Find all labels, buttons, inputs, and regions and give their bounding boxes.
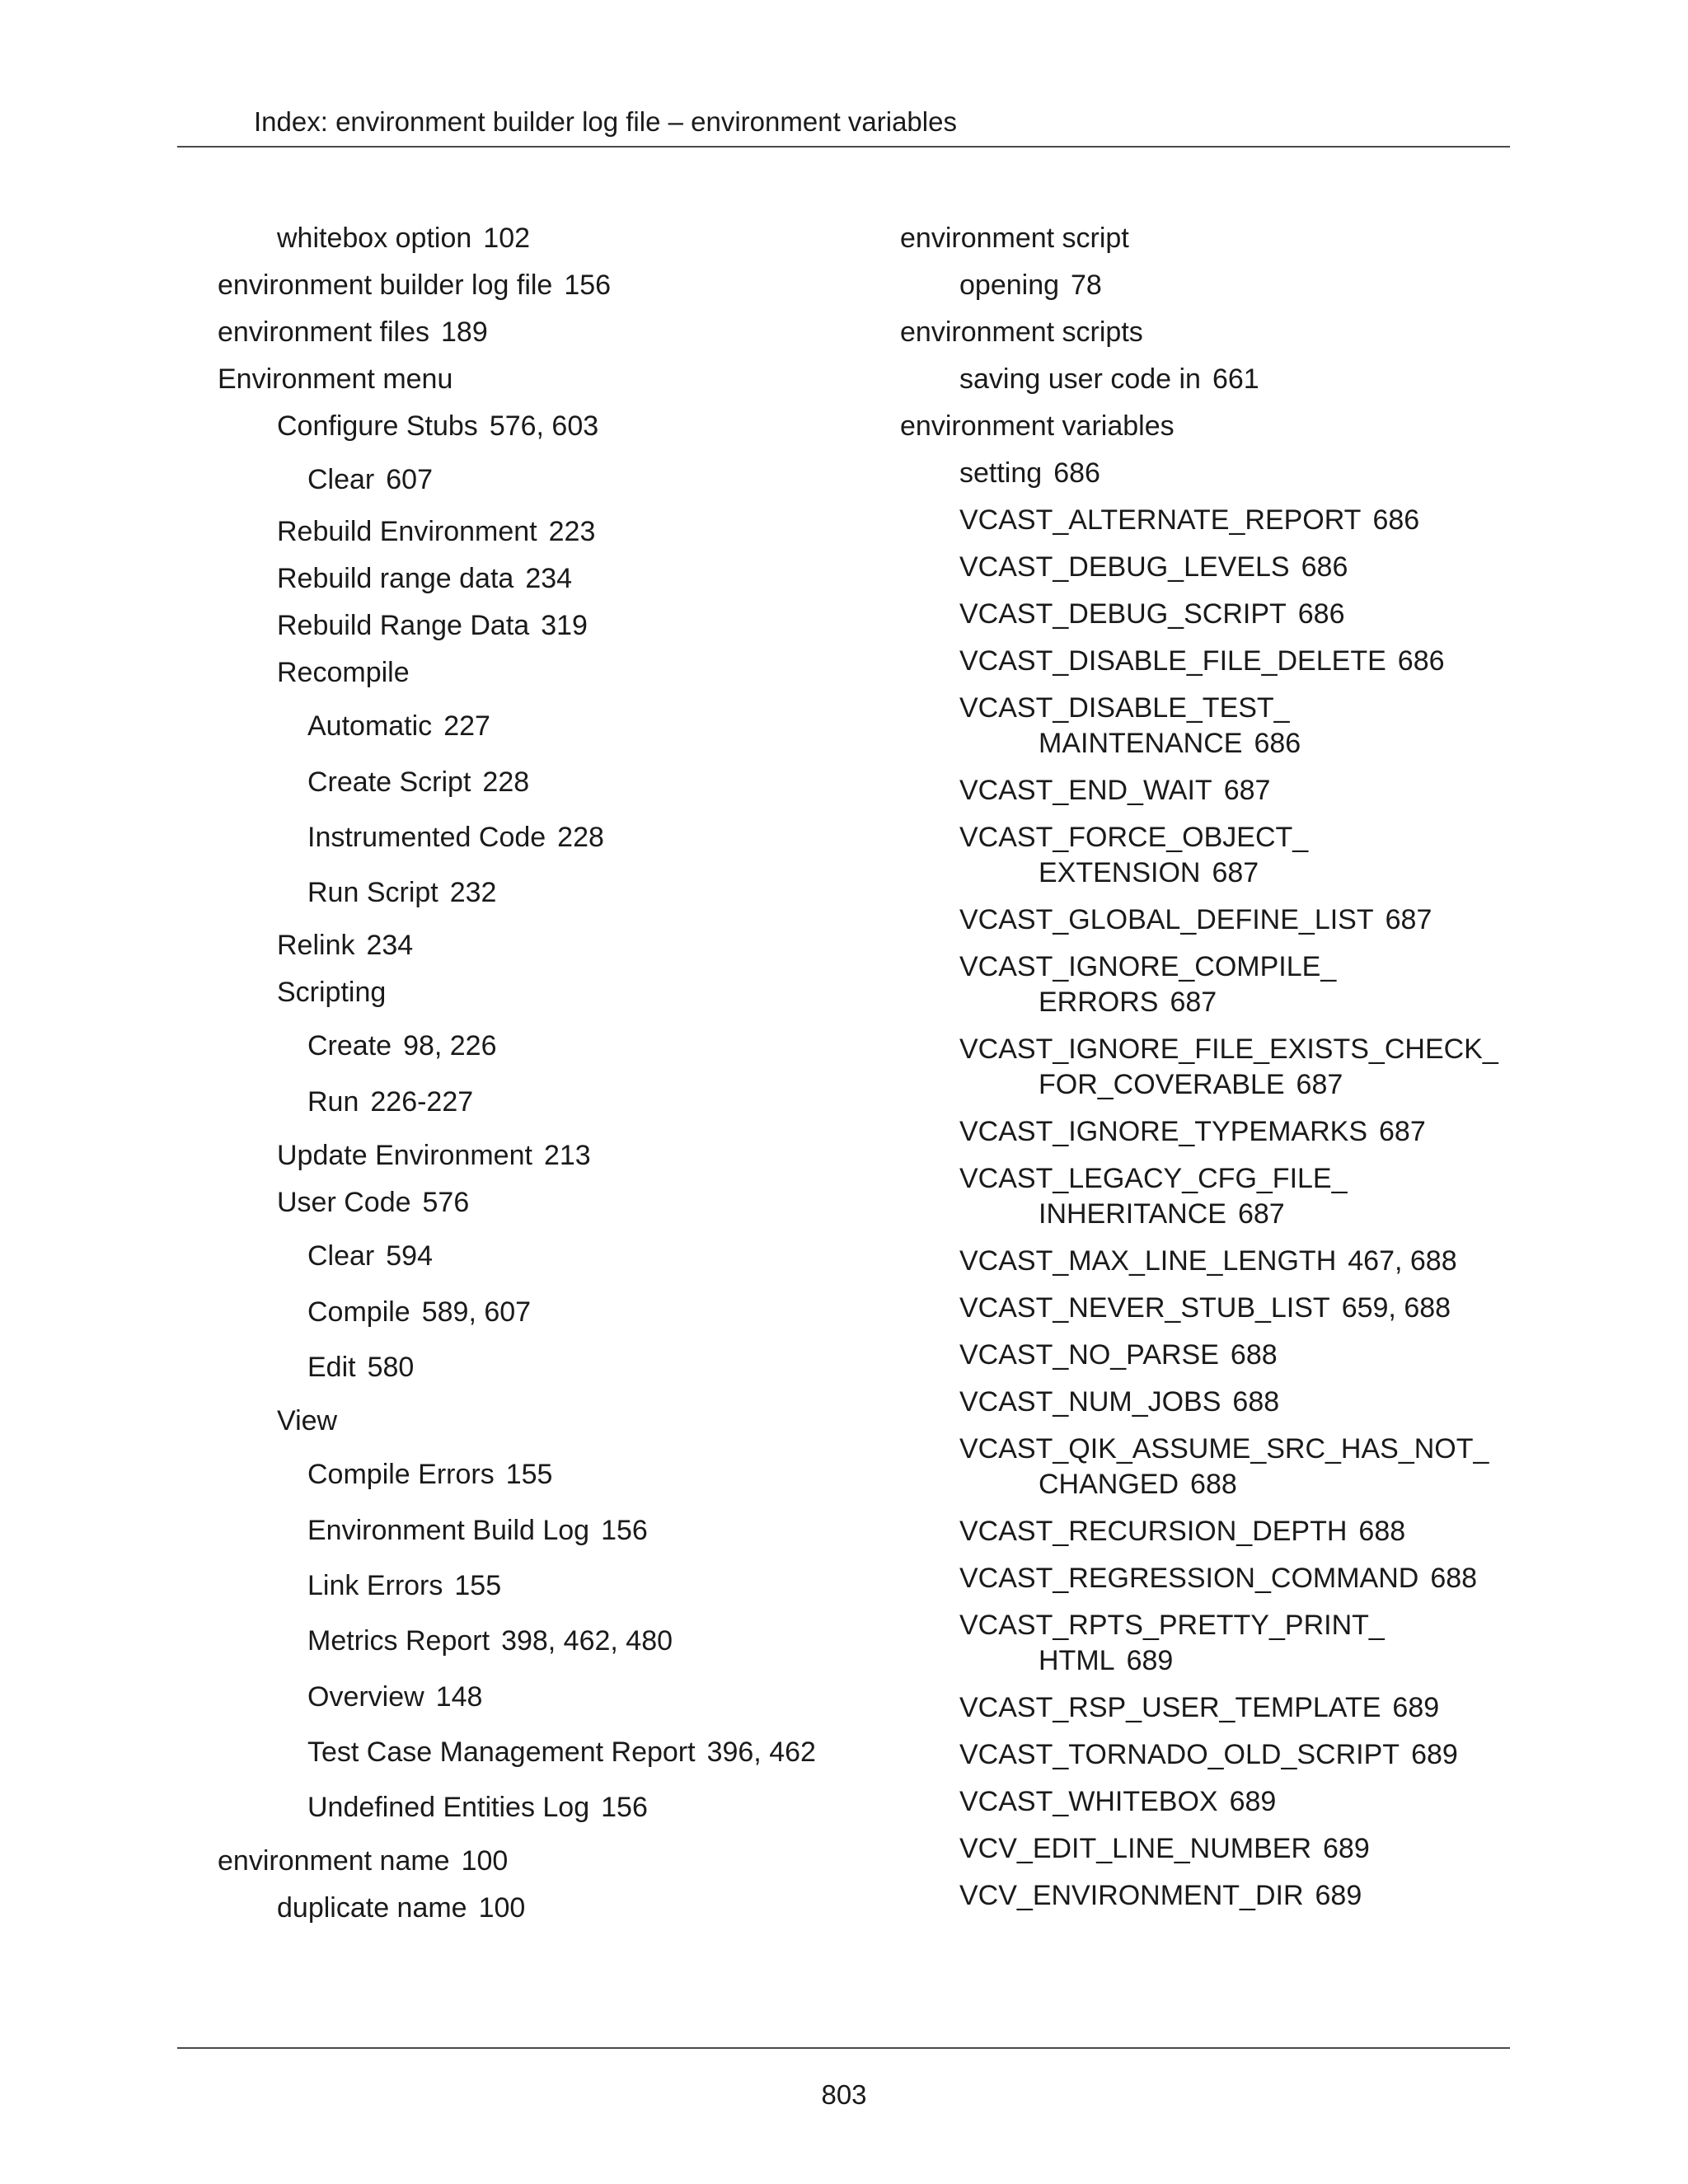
index-entry-compile-errors xyxy=(307,1457,552,1493)
index-term: duplicate name xyxy=(277,1892,467,1924)
index-page-refs[interactable]: 594 xyxy=(386,1240,433,1272)
index-page-refs[interactable]: 228 xyxy=(482,766,530,798)
index-term: VCAST_QIK_ASSUME_SRC_HAS_NOT_ xyxy=(959,1433,1489,1465)
index-page-refs[interactable]: 189 xyxy=(441,316,488,348)
index-term-continuation xyxy=(1039,1067,1498,1103)
index-page-refs[interactable]: 232 xyxy=(449,877,497,908)
index-page-refs[interactable]: 686 xyxy=(1254,728,1301,759)
index-term: VCV_EDIT_LINE_NUMBER xyxy=(959,1833,1312,1864)
index-term: VCAST_END_WAIT xyxy=(959,775,1212,806)
index-page-refs[interactable]: 687 xyxy=(1296,1069,1343,1100)
index-page-refs[interactable]: 148 xyxy=(435,1681,483,1713)
index-term: VCV_ENVIRONMENT_DIR xyxy=(959,1880,1304,1911)
index-page-refs[interactable]: 688 xyxy=(1230,1339,1278,1371)
index-term: Environment menu xyxy=(218,363,453,395)
index-entry-setting xyxy=(959,456,1100,491)
index-entry-create-script xyxy=(307,765,529,800)
index-term: Rebuild Range Data xyxy=(277,610,530,641)
index-term: Create xyxy=(307,1030,392,1062)
index-page-refs[interactable]: 396, 462 xyxy=(706,1736,816,1768)
index-entry-create xyxy=(307,1029,497,1064)
index-entry-relink xyxy=(277,928,413,963)
index-term: Rebuild range data xyxy=(277,563,514,594)
index-entry-vcast-alternate-report xyxy=(959,503,1419,538)
index-term: environment files xyxy=(218,316,430,348)
index-term-continuation-text: HTML xyxy=(1039,1645,1115,1676)
index-entry-configure-stubs xyxy=(277,409,598,444)
index-entry-run xyxy=(307,1085,473,1120)
index-page-refs[interactable]: 223 xyxy=(548,516,596,547)
index-term-continuation-text: ERRORS xyxy=(1039,987,1159,1018)
index-page-refs[interactable]: 398, 462, 480 xyxy=(501,1625,673,1657)
index-entry-opening xyxy=(959,268,1102,303)
index-entry-run-script xyxy=(307,875,496,911)
index-page-refs[interactable]: 687 xyxy=(1223,775,1271,806)
index-entry-link-errors xyxy=(307,1568,501,1604)
index-page-refs[interactable]: 78 xyxy=(1071,269,1102,301)
index-page-refs[interactable]: 156 xyxy=(601,1515,648,1546)
index-page-refs[interactable]: 226-227 xyxy=(370,1086,474,1118)
index-page-refs[interactable]: 589, 607 xyxy=(421,1296,532,1328)
index-term: VCAST_NO_PARSE xyxy=(959,1339,1219,1371)
index-entry-metrics-report xyxy=(307,1624,673,1659)
index-entry-vcast-rpts-pretty-print xyxy=(959,1608,1385,1679)
index-page-refs[interactable]: 661 xyxy=(1212,363,1259,395)
index-entry-test-case-management-report xyxy=(307,1735,816,1770)
index-page-refs[interactable]: 155 xyxy=(454,1570,502,1601)
index-entry-view xyxy=(277,1404,337,1439)
index-term: Scripting xyxy=(277,977,387,1008)
index-term-continuation xyxy=(1039,855,1308,891)
index-term-continuation xyxy=(1039,1467,1489,1502)
index-page-refs[interactable]: 686 xyxy=(1301,551,1348,583)
index-entry-clear xyxy=(307,462,433,498)
index-term: environment scripts xyxy=(900,316,1143,348)
index-page-refs[interactable]: 689 xyxy=(1392,1692,1440,1723)
index-term: saving user code in xyxy=(959,363,1201,395)
index-term: Environment Build Log xyxy=(307,1515,590,1546)
index-term: VCAST_TORNADO_OLD_SCRIPT xyxy=(959,1739,1400,1770)
index-page-refs[interactable]: 98, 226 xyxy=(403,1030,497,1062)
index-entry-clear xyxy=(307,1239,433,1274)
index-term: VCAST_NUM_JOBS xyxy=(959,1386,1221,1418)
index-entry-vcast-disable-test xyxy=(959,691,1301,762)
index-term: Run xyxy=(307,1086,359,1118)
index-term: VCAST_GLOBAL_DEFINE_LIST xyxy=(959,904,1374,935)
index-page-refs[interactable]: 688 xyxy=(1358,1516,1406,1547)
index-entry-rebuild-range-data xyxy=(277,561,572,597)
index-page-refs[interactable]: 319 xyxy=(541,610,588,641)
index-entry-whitebox-option xyxy=(277,221,530,256)
index-term: opening xyxy=(959,269,1060,301)
index-page-refs[interactable]: 580 xyxy=(367,1352,415,1383)
index-entry-vcast-global-define-list xyxy=(959,902,1432,938)
index-page-refs[interactable]: 234 xyxy=(366,930,414,961)
index-entry-environment-scripts xyxy=(900,315,1143,350)
index-entry-vcast-recursion-depth xyxy=(959,1514,1405,1549)
index-entry-vcast-no-parse xyxy=(959,1338,1278,1373)
index-page-refs[interactable]: 689 xyxy=(1229,1786,1277,1817)
index-entry-vcast-legacy-cfg-file xyxy=(959,1161,1348,1232)
index-entry-environment-variables xyxy=(900,409,1175,444)
index-page-refs[interactable]: 686 xyxy=(1372,504,1420,536)
index-entry-automatic xyxy=(307,709,490,744)
index-term: VCAST_DISABLE_FILE_DELETE xyxy=(959,645,1386,677)
index-page-refs[interactable]: 467, 688 xyxy=(1348,1245,1457,1277)
index-entry-edit xyxy=(307,1350,414,1385)
index-term: Link Errors xyxy=(307,1570,443,1601)
running-header: Index: environment builder log file – environment variables xyxy=(254,106,957,137)
index-term: VCAST_DISABLE_TEST_ xyxy=(959,692,1290,724)
index-term-continuation-text: MAINTENANCE xyxy=(1039,728,1243,759)
index-term-continuation xyxy=(1039,1643,1385,1679)
index-term: Metrics Report xyxy=(307,1625,490,1657)
index-page-refs[interactable]: 688 xyxy=(1190,1469,1237,1500)
index-term: Configure Stubs xyxy=(277,410,478,442)
index-entry-vcast-debug-script xyxy=(959,597,1345,632)
index-page-refs[interactable]: 576, 603 xyxy=(489,410,599,442)
index-entry-vcast-rsp-user-template xyxy=(959,1690,1439,1726)
index-term: View xyxy=(277,1405,338,1436)
index-page-refs[interactable]: 686 xyxy=(1397,645,1445,677)
index-term: Undefined Entities Log xyxy=(307,1792,590,1823)
index-page-refs[interactable]: 234 xyxy=(525,563,573,594)
index-page-refs[interactable]: 100 xyxy=(478,1892,526,1924)
index-term: VCAST_ALTERNATE_REPORT xyxy=(959,504,1362,536)
index-term: setting xyxy=(959,457,1043,489)
index-page-refs[interactable]: 689 xyxy=(1411,1739,1458,1770)
index-term: Rebuild Environment xyxy=(277,516,537,547)
index-entry-instrumented-code xyxy=(307,820,604,855)
index-term: VCAST_FORCE_OBJECT_ xyxy=(959,822,1309,853)
index-entry-vcast-whitebox xyxy=(959,1784,1276,1820)
index-entry-vcast-qik-assume-src-has-not xyxy=(959,1432,1489,1502)
index-entry-vcast-ignore-file-exists-check xyxy=(959,1032,1498,1103)
index-term-continuation-text: FOR_COVERABLE xyxy=(1039,1069,1285,1100)
index-page-refs[interactable]: 576 xyxy=(422,1187,470,1218)
index-term: VCAST_RSP_USER_TEMPLATE xyxy=(959,1692,1381,1723)
index-entry-vcast-debug-levels xyxy=(959,550,1348,585)
index-term: Automatic xyxy=(307,710,433,742)
index-page-refs[interactable]: 686 xyxy=(1053,457,1100,489)
index-entry-vcv-edit-line-number xyxy=(959,1831,1370,1867)
index-term: VCAST_IGNORE_COMPILE_ xyxy=(959,951,1337,982)
index-term: Clear xyxy=(307,464,375,495)
header-rule xyxy=(177,146,1510,148)
index-page-refs[interactable]: 156 xyxy=(564,269,612,301)
index-page-refs[interactable]: 607 xyxy=(386,464,433,495)
index-page-refs[interactable]: 687 xyxy=(1237,1198,1285,1230)
index-term: Test Case Management Report xyxy=(307,1736,696,1768)
index-page-refs[interactable]: 689 xyxy=(1323,1833,1370,1864)
index-entry-vcast-disable-file-delete xyxy=(959,644,1445,679)
index-entry-overview xyxy=(307,1680,482,1715)
index-page-refs[interactable]: 213 xyxy=(543,1140,591,1171)
index-term: VCAST_NEVER_STUB_LIST xyxy=(959,1292,1330,1324)
index-term: environment variables xyxy=(900,410,1175,442)
page-number: 803 xyxy=(821,2079,867,2110)
index-term: VCAST_IGNORE_TYPEMARKS xyxy=(959,1116,1368,1147)
index-term: VCAST_WHITEBOX xyxy=(959,1786,1218,1817)
index-term: VCAST_MAX_LINE_LENGTH xyxy=(959,1245,1337,1277)
index-page-refs[interactable]: 228 xyxy=(557,822,604,853)
index-term: environment builder log file xyxy=(218,269,553,301)
index-page-refs[interactable]: 687 xyxy=(1212,857,1259,888)
index-term: VCAST_RPTS_PRETTY_PRINT_ xyxy=(959,1610,1385,1641)
index-term: Instrumented Code xyxy=(307,822,546,853)
index-term: Relink xyxy=(277,930,355,961)
index-term: whitebox option xyxy=(277,223,472,254)
index-entry-update-environment xyxy=(277,1138,591,1174)
index-term: VCAST_LEGACY_CFG_FILE_ xyxy=(959,1163,1348,1194)
index-entry-environment-script xyxy=(900,221,1129,256)
index-entry-vcast-tornado-old-script xyxy=(959,1737,1458,1773)
index-entry-saving-user-code-in xyxy=(959,362,1259,397)
index-term: VCAST_DEBUG_LEVELS xyxy=(959,551,1290,583)
index-entry-scripting xyxy=(277,975,386,1010)
index-page-refs[interactable]: 100 xyxy=(461,1845,509,1877)
index-page-refs[interactable]: 102 xyxy=(483,223,531,254)
index-page-refs[interactable]: 688 xyxy=(1430,1563,1478,1594)
index-entry-recompile xyxy=(277,655,410,691)
index-term: Clear xyxy=(307,1240,375,1272)
footer-rule xyxy=(177,2047,1510,2049)
index-entry-rebuild-environment xyxy=(277,514,595,550)
index-term: environment name xyxy=(218,1845,450,1877)
index-term-continuation-text: CHANGED xyxy=(1039,1469,1179,1500)
index-term: Edit xyxy=(307,1352,356,1383)
index-page-refs[interactable]: 689 xyxy=(1315,1880,1362,1911)
index-entry-undefined-entities-log xyxy=(307,1790,648,1825)
index-entry-rebuild-range-data xyxy=(277,608,588,644)
index-page-refs[interactable]: 227 xyxy=(443,710,490,742)
index-term: Update Environment xyxy=(277,1140,532,1171)
index-term: VCAST_RECURSION_DEPTH xyxy=(959,1516,1348,1547)
index-term-continuation xyxy=(1039,1197,1348,1232)
index-term-continuation xyxy=(1039,985,1336,1020)
index-page-refs[interactable]: 687 xyxy=(1385,904,1432,935)
index-term: User Code xyxy=(277,1187,411,1218)
index-entry-vcast-force-object xyxy=(959,820,1308,891)
index-term-continuation-text: INHERITANCE xyxy=(1039,1198,1226,1230)
index-term: Recompile xyxy=(277,657,410,688)
index-entry-duplicate-name xyxy=(277,1891,525,1926)
index-entry-user-code xyxy=(277,1185,469,1221)
index-page-refs[interactable]: 659, 688 xyxy=(1341,1292,1451,1324)
index-term: Compile Errors xyxy=(307,1459,495,1490)
index-entry-vcast-end-wait xyxy=(959,773,1270,808)
index-term: Run Script xyxy=(307,877,438,908)
index-term: VCAST_IGNORE_FILE_EXISTS_CHECK_ xyxy=(959,1033,1498,1065)
index-entry-vcast-max-line-length xyxy=(959,1244,1457,1279)
index-term: VCAST_DEBUG_SCRIPT xyxy=(959,598,1287,630)
index-entry-compile xyxy=(307,1295,531,1330)
index-term: Overview xyxy=(307,1681,424,1713)
index-page-refs[interactable]: 686 xyxy=(1297,598,1345,630)
index-term: VCAST_REGRESSION_COMMAND xyxy=(959,1563,1419,1594)
index-page-refs[interactable]: 155 xyxy=(505,1459,553,1490)
index-page-refs[interactable]: 156 xyxy=(601,1792,648,1823)
index-entry-vcast-regression-command xyxy=(959,1561,1477,1596)
index-entry-environment-files xyxy=(218,315,488,350)
index-page-refs[interactable]: 687 xyxy=(1170,987,1217,1018)
index-term: environment script xyxy=(900,223,1129,254)
index-entry-environment-menu xyxy=(218,362,452,397)
index-entry-vcast-ignore-compile xyxy=(959,949,1336,1020)
index-term-continuation-text: EXTENSION xyxy=(1039,857,1201,888)
index-term: Compile xyxy=(307,1296,410,1328)
index-term-continuation xyxy=(1039,726,1301,762)
index-page-refs[interactable]: 687 xyxy=(1379,1116,1426,1147)
index-page-refs[interactable]: 688 xyxy=(1232,1386,1280,1418)
index-entry-environment-builder-log-file xyxy=(218,268,611,303)
index-entry-environment-build-log xyxy=(307,1513,648,1549)
index-term: Create Script xyxy=(307,766,471,798)
index-entry-vcast-num-jobs xyxy=(959,1385,1279,1420)
index-entry-vcast-never-stub-list xyxy=(959,1291,1451,1326)
index-entry-environment-name xyxy=(218,1844,508,1879)
index-entry-vcast-ignore-typemarks xyxy=(959,1114,1426,1150)
index-entry-vcv-environment-dir xyxy=(959,1878,1362,1914)
index-page-refs[interactable]: 689 xyxy=(1126,1645,1174,1676)
